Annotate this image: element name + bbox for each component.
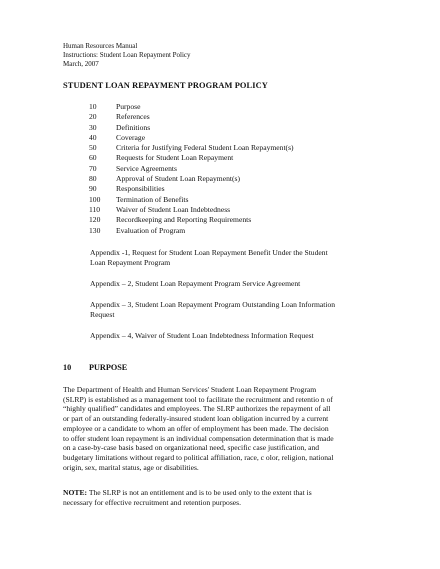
toc-number: 100 (89, 194, 101, 204)
appendix-1 (90, 248, 380, 268)
paragraph-line: The Department of Health and Human Services' Student Loan Repayment Program (63, 385, 317, 394)
toc-label: Evaluation of Program (116, 225, 186, 235)
toc-number: 70 (89, 163, 97, 173)
toc-item (89, 184, 294, 194)
toc-item (89, 205, 294, 215)
toc-label: Purpose (116, 102, 141, 111)
toc-number: 40 (89, 132, 97, 142)
toc-label: Approval of Student Loan Repayment(s) (116, 174, 241, 184)
toc-number: 130 (89, 225, 101, 235)
toc-item (89, 133, 294, 143)
header-instructions: Instructions: Student Loan Repayment Policy (63, 51, 191, 59)
appendix-2 (90, 279, 380, 289)
note-block (63, 488, 383, 508)
toc-item (89, 112, 294, 122)
toc-label: Requests for Student Loan Repayment (116, 153, 234, 163)
toc-label: Definitions (116, 122, 151, 132)
toc-label: References (116, 112, 150, 122)
toc-item (89, 174, 294, 184)
toc-label: Termination of Benefits (116, 194, 189, 204)
toc-number: 90 (89, 184, 97, 194)
appendix-4 (90, 331, 380, 341)
appendix-3-line: Appendix – 3, Student Loan Repayment Program Outstanding Loan Information (90, 300, 336, 309)
appendix-2-line: Appendix – 2, Student Loan Repayment Program Service Agreement (90, 279, 301, 288)
toc-item (89, 143, 294, 153)
paragraph-line: budgetary limitations without regard to political affiliation, race, c olor, religion, national (63, 452, 334, 462)
toc-number: 60 (89, 153, 97, 163)
note-text: The SLRP is not an entitlement and is to be used only to the extent that is (87, 488, 312, 497)
paragraph-line: origin, sex, marital status, age or disabilities. (63, 462, 199, 472)
document-header (63, 42, 191, 69)
appendix-1-line: Appendix -1, Request for Student Loan Repayment Benefit Under the Student (90, 248, 328, 257)
toc-number: 30 (89, 122, 97, 132)
toc-label: Responsibilities (116, 184, 165, 194)
appendix-3-line: Request (90, 310, 115, 320)
toc-number: 80 (89, 174, 97, 184)
toc-label: Coverage (116, 132, 146, 142)
toc-item (89, 102, 294, 112)
paragraph-line: employee or a candidate to whom an offer of employment has been made. The decision (63, 423, 329, 433)
header-manual-name: Human Resources Manual (63, 42, 138, 50)
section-number: 10 (63, 363, 72, 372)
document-title: STUDENT LOAN REPAYMENT PROGRAM POLICY (63, 81, 268, 90)
header-date: March, 2007 (63, 60, 99, 68)
purpose-paragraph (63, 385, 383, 472)
table-of-contents (89, 102, 294, 236)
note-line: necessary for effective recruitment and retention purposes. (63, 498, 242, 508)
toc-label: Criteria for Justifying Federal Student Loan Repayment(s) (116, 143, 294, 153)
toc-label: Waiver of Student Loan Indebtedness (116, 204, 231, 214)
appendix-3 (90, 300, 380, 320)
note-line (63, 488, 383, 498)
paragraph-line: to offer student loan repayment is an individual compensation determination that is made (63, 433, 334, 443)
toc-number: 10 (89, 102, 97, 111)
paragraph-line: on a case-by-case basis based on organizational need, specific case justification, and (63, 443, 320, 453)
paragraph-line: (SLRP) is established as a management tool to facilitate the recruitment and retentio n of (63, 394, 333, 404)
paragraph-line: “highly qualified” candidates and employees. The SLRP authorizes the repayment of all (63, 404, 331, 414)
toc-number: 120 (89, 215, 101, 225)
toc-label: Service Agreements (116, 163, 177, 173)
section-title: PURPOSE (89, 363, 128, 372)
appendix-4-line: Appendix – 4, Waiver of Student Loan Indebtedness Information Request (90, 331, 314, 340)
toc-item (89, 123, 294, 133)
toc-number: 50 (89, 143, 97, 153)
toc-number: 20 (89, 112, 97, 122)
note-label: NOTE: (63, 488, 88, 497)
toc-item (89, 215, 294, 225)
toc-item (89, 164, 294, 174)
toc-label: Recordkeeping and Reporting Requirements (116, 215, 252, 225)
paragraph-line: or part of an outstanding federally-insured student loan obligation incurred by a current (63, 414, 329, 424)
toc-number: 110 (89, 204, 101, 214)
section-heading (63, 363, 127, 372)
toc-item (89, 153, 294, 163)
toc-item (89, 195, 294, 205)
toc-item (89, 226, 294, 236)
appendix-1-line: Loan Repayment Program (90, 258, 171, 268)
